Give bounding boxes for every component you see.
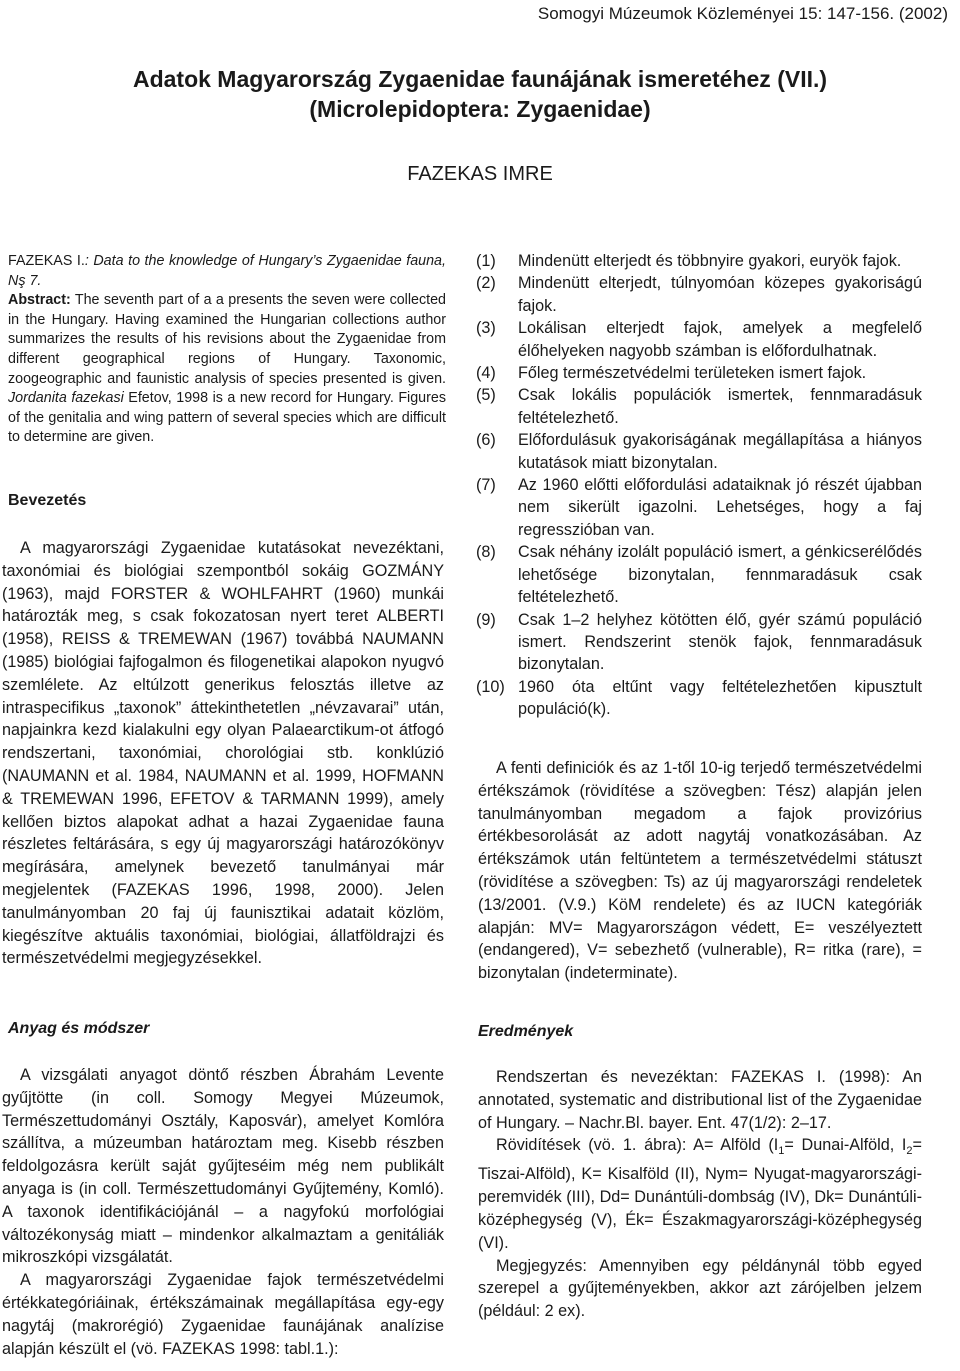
definition-number: (4) <box>476 364 496 383</box>
results-abbreviations <box>478 1134 922 1254</box>
results-column <box>478 1066 922 1323</box>
abstract-label: Abstract: <box>8 292 71 309</box>
definition-item <box>476 541 922 608</box>
definition-text: Főleg természetvédelmi területeken ismert fajok. <box>518 364 867 383</box>
results-note: Megjegyzés: Amennyiben egy példánynál több egyed szerepel a gyűjteményekben, akkor azt zárójelben jelzem (például: 2 ex). <box>478 1256 922 1321</box>
abbr-subscript: 1 <box>778 1145 785 1158</box>
definition-text: Lokálisan elterjedt fajok, amelyek a megfelelő élőhelyeken nagyobb számban is előfordulhatnak. <box>518 319 922 360</box>
methods-column <box>2 1064 444 1360</box>
abstract-text-2: Efetov, 1998 is a new record for Hungary. Figures of the genitalia and wing pattern of several species which are difficult to determine are given. <box>8 390 446 446</box>
definition-number: (8) <box>476 543 496 562</box>
author-name: FAZEKAS IMRE <box>407 163 553 185</box>
methods-heading: Anyag és módszer <box>8 1020 150 1037</box>
definition-number: (5) <box>476 386 496 405</box>
title-line-2: (Microlepidoptera: Zygaenidae) <box>309 96 651 122</box>
intro-paragraph: A magyarországi Zygaenidae kutatásokat nevezéktani, taxonómiai és biológiai szempontból sokáig GOZMÁNY (1963), majd FORSTER & WOHLFAHRT (1960) munkái határozták meg, s csak fokozatosan nyert teret ALBERTI (1958), REISS & TREMEWAN (1967) továbbá NAUMANN (1985) biológiai fajfogalmon és filogenetikai alapokon nyugvó szemlélete. Az eltúlzott generikus felosztás illetve az intraspecifikus „taxonok” áttekinthetetlen „névzavarai” után, napjainkra kezd kialakulni egy olyan Palaearctikum-ot átfogó rendszertani, taxonómiai, chorológiai stb. konklúzió (NAUMANN et al. 1984, NAUMANN et al. 1999, HOFMANN & TREMEWAN 1996, EFETOV & TARMANN 1999), amely kellően biztos alapokat adhat a hazai Zygaenidae fauna részletes feltárására, s egy új magyarországi határozókönyv megírására, amelynek bevezető tanulmányai már megjelentek (FAZEKAS 1996, 1998, 2000). Jelen tanulmányomban 20 faj új faunisztikai adatait közlöm, kiegészítve aktuális taxonómiai, biológiai, állatföldrajzi és természetvédelmi megjegyzésekkel. <box>2 539 444 968</box>
article-title <box>0 64 960 124</box>
definition-item <box>476 362 922 384</box>
title-line-1: Adatok Magyarország Zygaenidae faunájának ismeretéhez (VII.) <box>132 66 828 92</box>
abbr-part: Rövidítések (vö. 1. ábra): A= Alföld (I <box>496 1136 779 1155</box>
definition-number: (10) <box>476 677 505 696</box>
definition-item <box>476 474 922 541</box>
abbr-part: = Tiszai-Alföld), K= Kisalföld (II), Nym= Nyugat-magyarországi-peremvidék (III), Dd= Dunántúli-dombság (IV), Dk= Dunántúli-középhegység (V), Ék= Északmagyarországi-középhegység (VI). <box>478 1136 922 1252</box>
definition-item <box>476 317 922 362</box>
definition-item <box>476 384 922 429</box>
citation-author: FAZEKAS I. <box>8 253 85 269</box>
abbr-part: = Dunai-Alföld, I <box>784 1136 907 1155</box>
definition-text: Előfordulásuk gyakoriságának megállapítása a hiányos kutatások miatt bizonytalan. <box>518 431 922 472</box>
definition-list <box>476 250 922 721</box>
definition-text: Mindenütt elterjedt és többnyire gyakori, euryök fajok. <box>518 252 902 270</box>
definition-text: Mindenütt elterjedt, túlnyomóan közepes gyakoriságú fajok. <box>518 274 922 315</box>
definitions-paragraph: A fenti definiciók és az 1-től 10-ig terjedő természetvédelmi értékszámok (rövidítése a szövegben: Tész) alapján jelen tanulmányomban megadom a fajok provizórius értékbesorolását az adott nagytáj vonatkozásában. Az értékszámok után feltüntetem a természetvédelmi státuszt (rövidítése a szövegben: Ts) az új magyarországi rendeletek (13/2001. (V.9.) KöM rendelete) és az IUCN kategóriák alapján: MV= Magyarországon védett, E= veszélyeztett (endangered), V= sebezhető (vulnerable), R= ritka (rare), = bizonytalan (indeterminate). <box>478 759 922 983</box>
definition-item <box>476 676 922 721</box>
definition-number: (6) <box>476 431 496 450</box>
methods-paragraph-1: A vizsgálati anyagot döntő részben Ábrahám Levente gyűjtötte (in coll. Somogy Megyei Múzeumok, Természettudományi Osztály, Kaposvár), amelyet Komlóra szállítva, a múzeumban határoztam meg. Kisebb részben feldolgozásra került saját gyűjteséim még nem publikált anyaga is (in coll. Természettudományi Gyűjtemény, Komló). A taxonok identifikációjánál – a nagyfokú morfológiai változékonyság miatt – mindenkor alkalmaztam a genitáliák mikroszkópi vizsgálatát. <box>2 1066 444 1267</box>
intro-heading: Bevezetés <box>8 492 87 509</box>
definition-number: (9) <box>476 610 496 629</box>
results-paragraph-1: Rendszertan és nevezéktan: FAZEKAS I. (1998): An annotated, systematic and distributional list of the Zygaenidae of Hungary. – Nachr.Bl. bayer. Ent. 47(1/2): 2–17. <box>478 1068 922 1132</box>
intro-column <box>2 537 444 970</box>
citation-title: : Data to the knowledge of Hungary’s Zygaenidae fauna, Nş 7. <box>8 253 446 289</box>
definition-text: Az 1960 előtti előfordulási adataiknak jó részét újabban nem sikerült igazolni. Lehetséges, hogy a faj regresszióban van. <box>518 476 922 539</box>
definition-item <box>476 609 922 676</box>
methods-paragraph-2: A magyarországi Zygaenidae fajok természetvédelmi értékkategóriáinak, értékszámainak megállapítása egy-egy nagytáj (makrorégió) Zygaenidae faunájának analízise alapján készült el (vö. FAZEKAS 1998: tabl.1.): <box>2 1271 444 1358</box>
definition-number: (3) <box>476 319 496 338</box>
definition-number: (7) <box>476 476 496 495</box>
definition-text: Csak 1–2 helyhez kötötten élő, gyér számú populáció ismert. Rendszerint stenök fajok, fennmaradásuk bizonytalan. <box>518 610 922 674</box>
journal-header: Somogyi Múzeumok Közleményei 15: 147-156. (2002) <box>537 4 948 23</box>
definition-number: (2) <box>476 274 496 293</box>
definition-text: Csak néhány izolált populáció ismert, a génkicserélődés lehetősége bizonytalan, fennmaradásuk csak feltételezhető. <box>518 543 922 607</box>
definition-item <box>476 272 922 317</box>
abstract-species: Jordanita fazekasi <box>8 390 124 407</box>
abbr-subscript: 2 <box>906 1145 913 1158</box>
definition-number: (1) <box>476 252 496 270</box>
results-heading: Eredmények <box>478 1023 574 1040</box>
definition-item <box>476 429 922 474</box>
definition-text: Csak lokális populációk ismertek, fennmaradásuk feltételezhető. <box>518 386 922 427</box>
definition-item <box>476 250 922 272</box>
definition-text: 1960 óta eltűnt vagy feltételezhetően kipusztult populáció(k). <box>518 677 922 719</box>
definitions-explanation-column <box>478 757 922 985</box>
abstract-text-1: The seventh part of a a presents the seven were collected in the Hungary. Having examined the Hungarian collections author summarizes the results of his revisions about the Zygaenidae from different geographical regions of Hungary. Taxonomic, zoogeographic and faunistic analysis of species presented is given. <box>8 292 446 387</box>
abstract-block <box>8 252 446 448</box>
